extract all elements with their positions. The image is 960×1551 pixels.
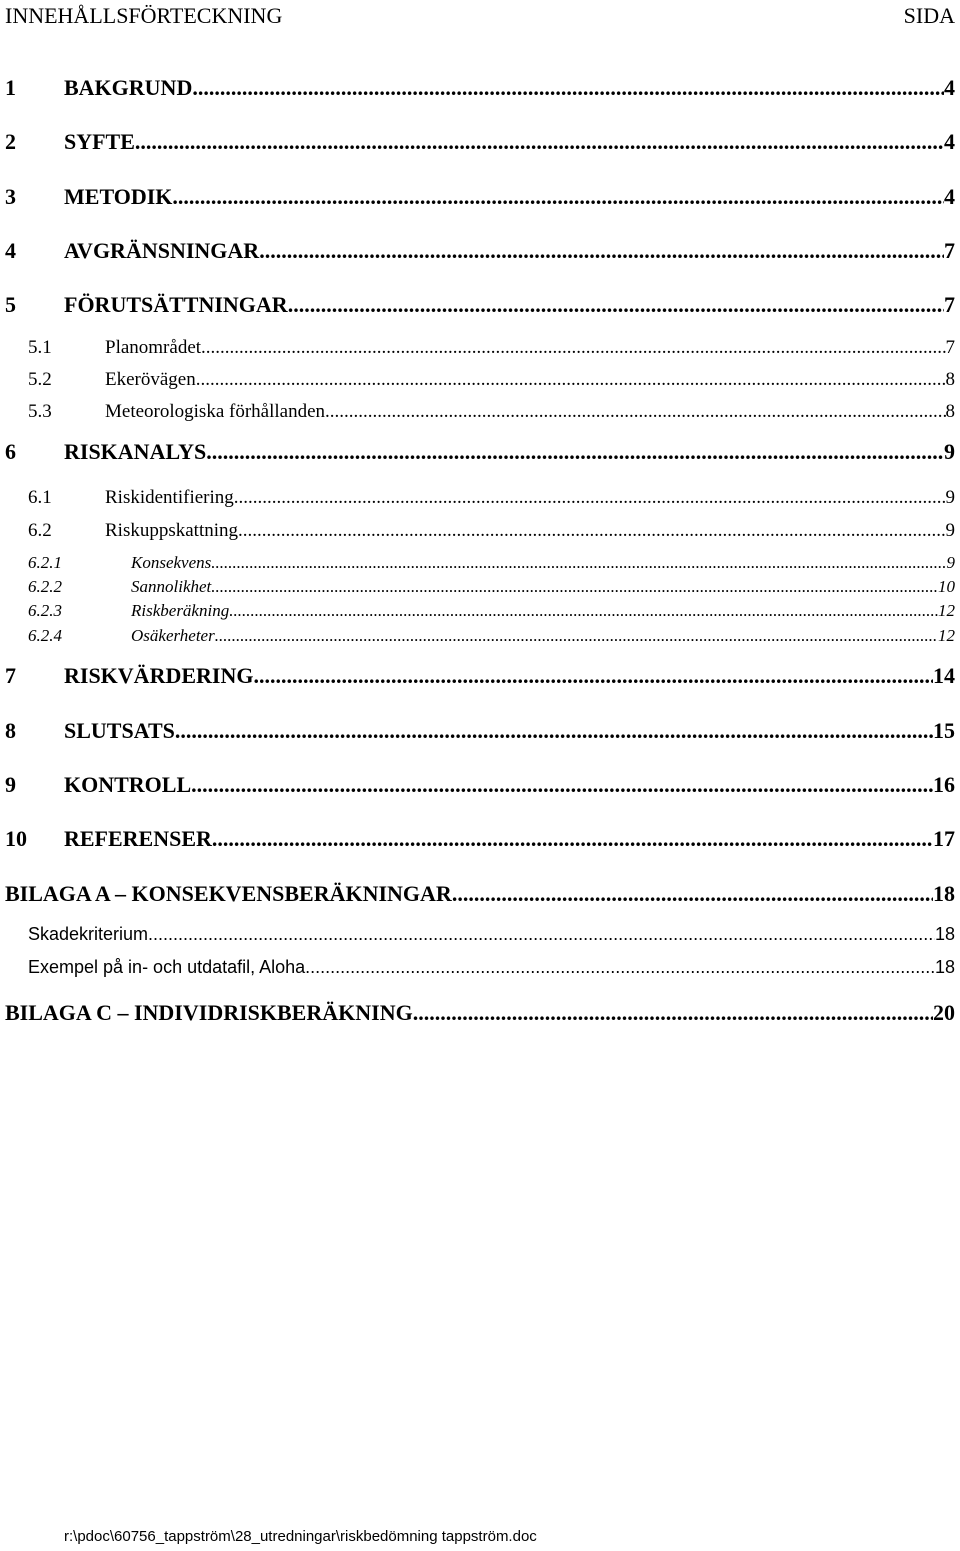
toc-entry-5[interactable] (0, 292, 955, 318)
toc-entry-3[interactable] (0, 184, 955, 210)
dot-leader (135, 129, 944, 155)
toc-entry-page: 18 (934, 924, 955, 944)
toc-entry-page: 7 (944, 238, 955, 263)
toc-entry-number: 4 (5, 238, 16, 263)
toc-entry-page: 8 (945, 369, 955, 390)
toc-entry-number: 6.2.2 (28, 577, 62, 596)
toc-entry-title: REFERENSER (64, 826, 212, 851)
toc-entry-5-2[interactable] (0, 369, 955, 391)
toc-entry-page: 14 (933, 663, 955, 688)
toc-entry-number: 6.2 (28, 520, 52, 541)
toc-entry-title: RISKANALYS (64, 439, 207, 464)
toc-entry-number: 5.3 (28, 401, 52, 422)
toc-entry-number: 10 (5, 826, 27, 851)
toc-entry-page: 4 (944, 75, 955, 100)
toc-entry-6-2-4[interactable] (0, 626, 955, 646)
toc-entry-title: Meteorologiska förhållanden (105, 401, 326, 422)
toc-entry-page: 12 (938, 626, 955, 645)
dot-leader (212, 826, 933, 852)
toc-entry-page: 9 (945, 520, 955, 541)
toc-entry-number: 5 (5, 292, 16, 317)
toc-entry-number: 5.1 (28, 337, 52, 358)
toc-entry-page: 4 (944, 184, 955, 209)
toc-entry-5-3[interactable] (0, 401, 955, 423)
dot-leader (238, 520, 945, 542)
toc-entry-6-2[interactable] (0, 520, 955, 542)
toc-entry-exempel-aloha[interactable] (0, 957, 955, 978)
toc-entry-title: BILAGA C – INDIVIDRISKBERÄKNING (5, 1000, 413, 1025)
toc-entry-page: 7 (944, 292, 955, 317)
toc-entry-skadekriterium[interactable] (0, 924, 955, 945)
dot-leader (325, 401, 945, 423)
toc-entry-title: BILAGA A – KONSEKVENSBERÄKNINGAR (5, 881, 452, 906)
dot-leader (192, 75, 944, 101)
toc-entry-title: Osäkerheter (131, 626, 215, 645)
toc-entry-number: 3 (5, 184, 16, 209)
dot-leader (172, 184, 944, 210)
dot-leader (175, 718, 933, 744)
toc-entry-page: 7 (945, 337, 955, 358)
toc-entry-6-2-1[interactable] (0, 553, 955, 573)
toc-entry-title: SLUTSATS (64, 718, 175, 743)
dot-leader (253, 663, 933, 689)
toc-entry-page: 17 (933, 826, 955, 851)
dot-leader (211, 577, 938, 597)
toc-entry-title: Riskberäkning (131, 601, 230, 620)
toc-entry-page: 18 (933, 881, 955, 906)
toc-entry-title: Exempel på in- och utdatafil, Aloha (28, 957, 306, 977)
page-column-label: SIDA (903, 3, 955, 28)
toc-entry-6[interactable] (0, 439, 955, 465)
toc-entry-page: 9 (946, 553, 955, 572)
toc-entry-appendix-a[interactable] (0, 881, 955, 907)
toc-entry-number: 2 (5, 129, 16, 154)
toc-entry-number: 5.2 (28, 369, 52, 390)
toc-entry-number: 6.1 (28, 487, 52, 508)
dot-leader (229, 601, 938, 621)
toc-entry-number: 6.2.1 (28, 553, 62, 572)
dot-leader (413, 1000, 933, 1026)
toc-entry-2[interactable] (0, 129, 955, 155)
toc-entry-title: SYFTE (64, 129, 135, 154)
toc-entry-page: 16 (933, 772, 955, 797)
dot-leader (215, 626, 938, 646)
toc-entry-appendix-c[interactable] (0, 1000, 955, 1026)
toc-entry-title: RISKVÄRDERING (64, 663, 254, 688)
toc-entry-10[interactable] (0, 826, 955, 852)
dot-leader (196, 369, 946, 391)
toc-entry-4[interactable] (0, 238, 955, 264)
toc-entry-page: 9 (945, 487, 955, 508)
toc-entry-title: Konsekvens (131, 553, 212, 572)
toc-entry-title: AVGRÄNSNINGAR (64, 238, 260, 263)
dot-leader (288, 292, 944, 318)
toc-entry-title: Ekerövägen (105, 369, 196, 390)
toc-entry-title: FÖRUTSÄTTNINGAR (64, 292, 288, 317)
toc-entry-page: 9 (944, 439, 955, 464)
toc-entry-page: 20 (933, 1000, 955, 1025)
toc-entry-9[interactable] (0, 772, 955, 798)
toc-entry-title: Riskuppskattning (105, 520, 239, 541)
dot-leader (201, 337, 945, 359)
toc-entry-title: METODIK (64, 184, 173, 209)
toc-entry-page: 15 (933, 718, 955, 743)
toc-entry-page: 8 (945, 401, 955, 422)
toc-entry-page: 12 (938, 601, 955, 620)
toc-entry-title: KONTROLL (64, 772, 192, 797)
toc-header (5, 1, 955, 31)
toc-entry-title: Planområdet (105, 337, 202, 358)
toc-entry-page: 4 (944, 129, 955, 154)
dot-leader (191, 772, 933, 798)
toc-entry-8[interactable] (0, 718, 955, 744)
toc-entry-6-2-2[interactable] (0, 577, 955, 597)
toc-entry-title: Riskidentifiering (105, 487, 234, 508)
dot-leader (259, 238, 944, 264)
toc-entry-title: BAKGRUND (64, 75, 193, 100)
toc-entry-5-1[interactable] (0, 337, 955, 359)
toc-entry-title: Skadekriterium (28, 924, 149, 944)
toc-entry-6-1[interactable] (0, 487, 955, 509)
toc-title: INNEHÅLLSFÖRTECKNING (5, 3, 283, 28)
toc-entry-number: 7 (5, 663, 16, 688)
dot-leader (211, 553, 946, 573)
toc-entry-number: 6 (5, 439, 16, 464)
dot-leader (452, 881, 933, 907)
toc-entry-title: Sannolikhet (131, 577, 212, 596)
toc-entry-page: 18 (934, 957, 955, 977)
dot-leader (148, 924, 935, 945)
toc-entry-number: 8 (5, 718, 16, 743)
toc-entry-number: 9 (5, 772, 16, 797)
toc-entry-number: 6.2.4 (28, 626, 62, 645)
toc-entry-number: 6.2.3 (28, 601, 62, 620)
file-path-footer: r:\pdoc\60756_tappström\28_utredningar\riskbedömning tappström.doc (64, 1528, 537, 1545)
dot-leader (206, 439, 944, 465)
toc-entry-1[interactable] (0, 75, 955, 101)
toc-entry-number: 1 (5, 75, 16, 100)
dot-leader (305, 957, 935, 978)
toc-entry-6-2-3[interactable] (0, 601, 955, 621)
toc-entry-7[interactable] (0, 663, 955, 689)
toc-entry-page: 10 (938, 577, 955, 596)
dot-leader (234, 487, 946, 509)
